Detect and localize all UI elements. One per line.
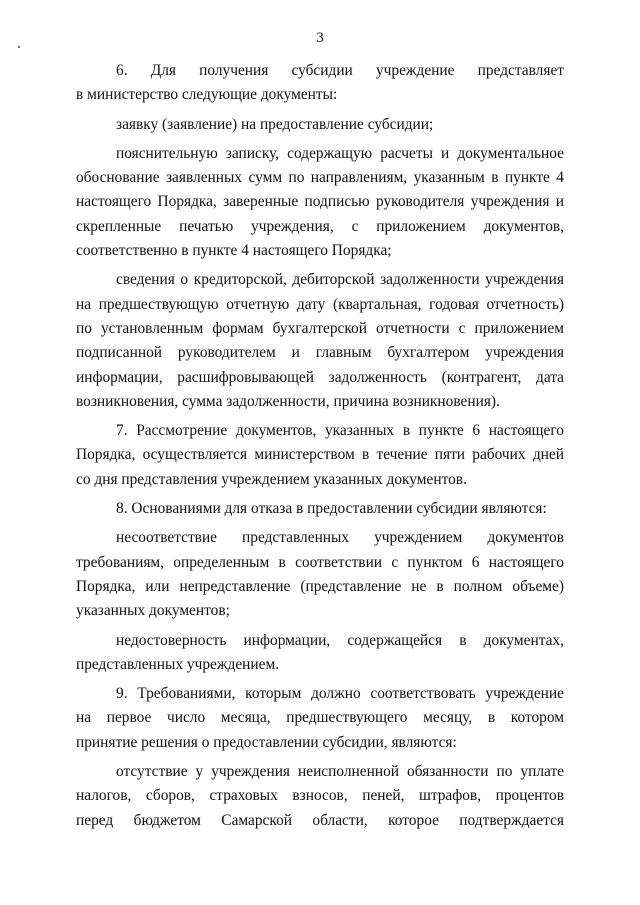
text-line: 8. Основаниями для отказа в предоставлении субсидии являются: — [116, 500, 547, 518]
page-number: 3 — [316, 30, 324, 46]
text-line: со дня представления учреждением указанных документов. — [76, 470, 467, 488]
text-line: информации, расшифровывающей задолженность (контрагент, дата — [76, 368, 564, 386]
text-line: представленных учреждением. — [76, 655, 280, 673]
text-line: пояснительную записку, содержащую расчеты и документальное — [116, 144, 564, 162]
text-line: обоснование заявленных сумм по направлениям, указанным в пункте 4 — [76, 169, 564, 187]
text-line: настоящего Порядка, заверенные подписью руководителя учреждения и — [76, 193, 564, 211]
text-line: налогов, сборов, страховых взносов, пеней, штрафов, процентов — [76, 787, 564, 805]
text-line: несоответствие представленных учреждением документов — [116, 529, 564, 547]
text-line: скрепленные печатью учреждения, с приложением документов, — [76, 217, 564, 235]
text-line: заявку (заявление) на предоставление субсидии; — [116, 115, 434, 133]
text-line: 9. Требованиями, которым должно соответствовать учреждение — [116, 685, 564, 703]
text-line: 6. Для получения субсидии учреждение представляет — [116, 62, 564, 79]
text-line: Порядка, осуществляется министерством в течение пяти рабочих дней — [76, 446, 564, 464]
text-line: требованиям, определенным в соответствии с пунктом 6 настоящего — [76, 553, 564, 571]
text-line: принятие решения о предоставлении субсидии, являются: — [76, 733, 457, 751]
text-line: недостоверность информации, содержащейся в документах, — [116, 631, 564, 649]
text-line: перед бюджетом Самарской области, которое подтверждается — [76, 811, 564, 829]
text-line: на первое число месяца, предшествующего месяцу, в котором — [76, 709, 564, 727]
text-line: указанных документов; — [76, 602, 230, 620]
text-line: отсутствие у учреждения неисполненной обязанности по уплате — [116, 763, 564, 781]
text-line: по установленным формам бухгалтерской отчетности с приложением — [76, 319, 564, 337]
text-line: в министерство следующие документы: — [76, 86, 338, 104]
text-line: Порядка, или непредставление (представление не в полном объеме) — [76, 577, 564, 595]
text-line: сведения о кредиторской, дебиторской задолженности учреждения — [116, 271, 564, 289]
text-line: 7. Рассмотрение документов, указанных в пункте 6 настоящего — [116, 422, 564, 440]
text-line: возникновения, сумма задолженности, причина возникновения). — [76, 392, 500, 410]
text-line: на предшествующую отчетную дату (квартальная, годовая отчетность) — [76, 295, 564, 313]
document-body — [76, 59, 564, 833]
text-line: соответственно в пункте 4 настоящего Порядка; — [76, 242, 392, 260]
text-line: подписанной руководителем и главным бухгалтером учреждения — [76, 344, 564, 362]
